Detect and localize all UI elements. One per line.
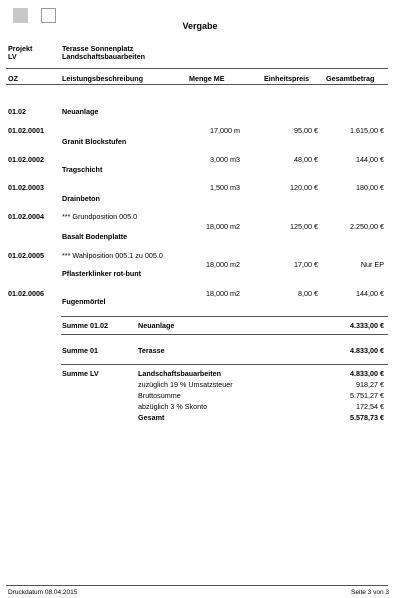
gesamt-value: 5.578,73 € xyxy=(350,413,384,422)
item-gb: 180,00 € xyxy=(356,183,384,192)
item-text: Basalt Bodenplatte xyxy=(62,232,128,241)
summe-0102-label: Summe 01.02 xyxy=(62,321,108,330)
item-gb: 144,00 € xyxy=(356,155,384,164)
projekt-label: Projekt xyxy=(8,44,33,53)
summe-0102-title: Neuanlage xyxy=(138,321,175,330)
footer-rule xyxy=(6,585,388,586)
col-ep: Einheitspreis xyxy=(264,74,310,83)
summe-01-bottom-rule xyxy=(61,364,388,365)
item-text: Tragschicht xyxy=(62,165,103,174)
item-menge: 1,500 m3 xyxy=(210,183,240,192)
gesamt-label: Gesamt xyxy=(138,413,165,422)
col-oz: OZ xyxy=(8,74,18,83)
lv-value: Landschaftsbauarbeiten xyxy=(62,52,146,61)
item-text: Granit Blockstufen xyxy=(62,137,127,146)
item-note: *** Wahlposition 005.1 zu 005.0 xyxy=(62,251,163,260)
summe-lv-value: 4.833,00 € xyxy=(350,369,384,378)
header-bottom-rule xyxy=(6,84,388,85)
item-menge: 18,000 m2 xyxy=(206,260,240,269)
item-ep: 17,00 € xyxy=(294,260,318,269)
item-oz: 01.02.0004 xyxy=(8,212,44,221)
item-oz: 01.02.0002 xyxy=(8,155,44,164)
item-text: Drainbeton xyxy=(62,194,100,203)
item-menge: 17,000 m xyxy=(210,126,240,135)
item-oz: 01.02.0001 xyxy=(8,126,44,135)
item-menge: 18,000 m2 xyxy=(206,289,240,298)
item-oz: 01.02.0003 xyxy=(8,183,44,192)
summe-01-label: Summe 01 xyxy=(62,346,98,355)
item-ep: 48,00 € xyxy=(294,155,318,164)
item-gb: Nur EP xyxy=(360,260,384,269)
item-gb: 1.615,00 € xyxy=(350,126,384,135)
bruttosumme-value: 5.751,27 € xyxy=(350,391,384,400)
col-gb: Gesamtbetrag xyxy=(326,74,375,83)
bruttosumme-label: Bruttosumme xyxy=(138,391,181,400)
item-gb: 144,00 € xyxy=(356,289,384,298)
item-ep: 95,00 € xyxy=(294,126,318,135)
col-desc: Leistungsbeschreibung xyxy=(62,74,144,83)
footer-page-number: Seite 3 von 3 xyxy=(351,589,389,596)
summe-0102-bottom-rule xyxy=(61,334,388,335)
projekt-value: Terasse Sonnenplatz xyxy=(62,44,134,53)
item-note: *** Grundposition 005.0 xyxy=(62,212,138,221)
header-top-rule xyxy=(6,68,388,69)
summe-01-value: 4.833,00 € xyxy=(350,346,384,355)
item-gb: 2.250,00 € xyxy=(350,222,384,231)
item-menge: 3,000 m3 xyxy=(210,155,240,164)
item-text: Fugenmörtel xyxy=(62,297,106,306)
item-text: Pflasterklinker rot-bunt xyxy=(62,269,142,278)
footer-print-date: Druckdatum 08.04.2015 xyxy=(8,589,78,596)
summe-0102-value: 4.333,00 € xyxy=(350,321,384,330)
skonto-value: 172,54 € xyxy=(356,402,384,411)
page-title: Vergabe xyxy=(182,21,218,31)
skonto-label: abzüglich 3 % Skonto xyxy=(138,402,208,411)
lv-label: LV xyxy=(8,52,17,61)
item-ep: 125,00 € xyxy=(290,222,318,231)
umsatzsteuer-label: zuzüglich 19 % Umsatzsteuer xyxy=(138,380,233,389)
summe-0102-rule xyxy=(61,316,388,317)
col-menge: Menge ME xyxy=(189,74,225,83)
item-menge: 18,000 m2 xyxy=(206,222,240,231)
umsatzsteuer-value: 918,27 € xyxy=(356,380,384,389)
summe-lv-label: Summe LV xyxy=(62,369,99,378)
group-oz: 01.02 xyxy=(8,107,26,116)
item-oz: 01.02.0005 xyxy=(8,251,44,260)
item-oz: 01.02.0006 xyxy=(8,289,44,298)
item-ep: 120,00 € xyxy=(290,183,318,192)
summe-lv-title: Landschaftsbauarbeiten xyxy=(138,369,222,378)
item-ep: 8,00 € xyxy=(298,289,318,298)
summe-01-title: Terasse xyxy=(138,346,165,355)
group-title: Neuanlage xyxy=(62,107,99,116)
